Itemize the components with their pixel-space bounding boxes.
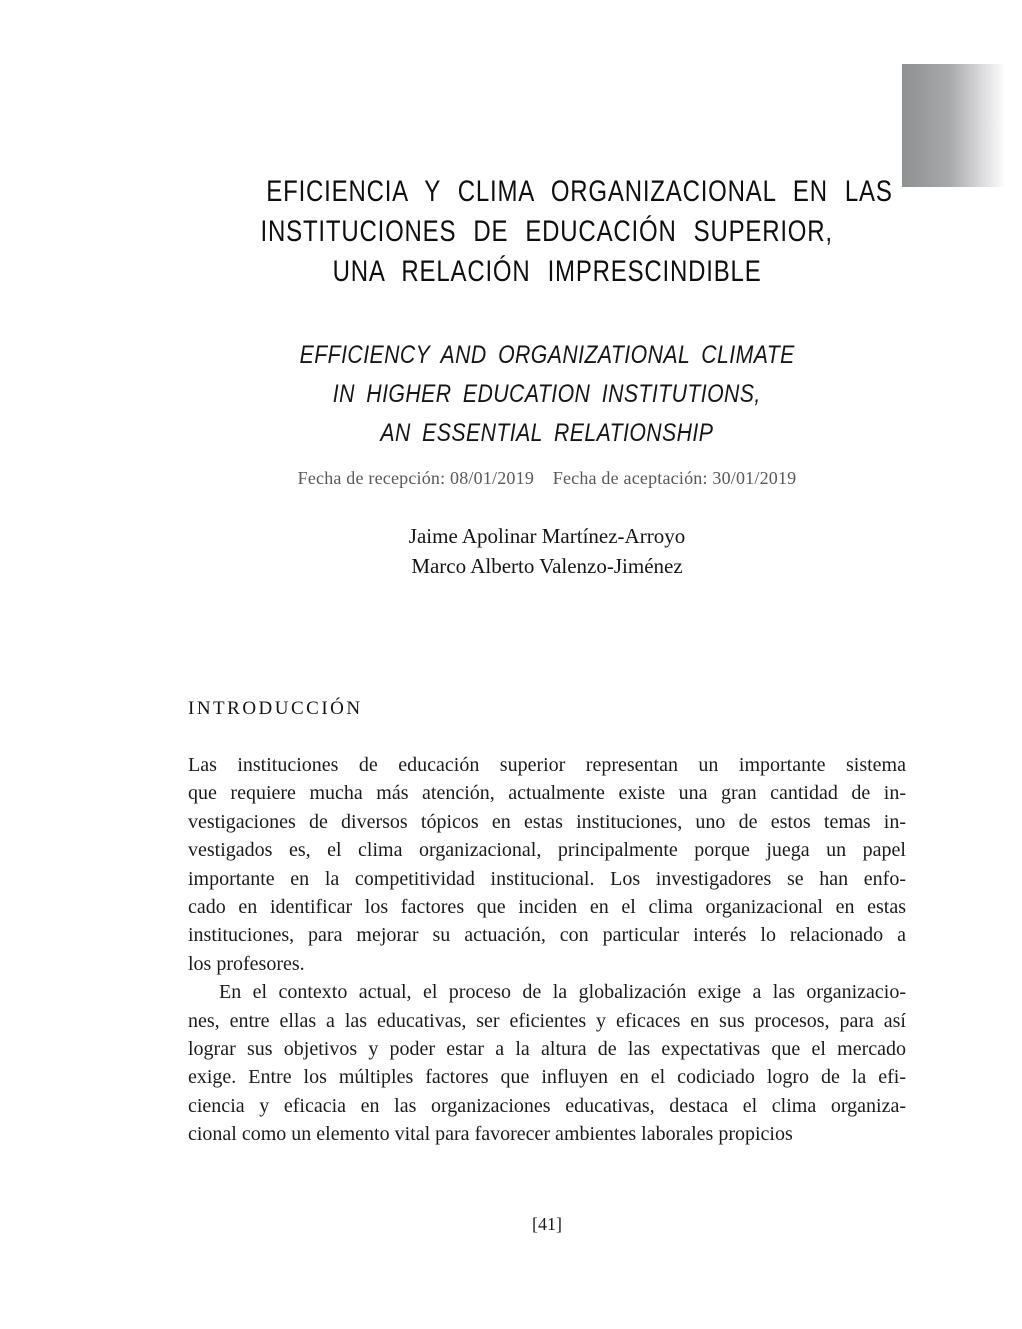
body-line: cional como un elemento vital para favorecer ambientes laborales propicios <box>188 1123 793 1146</box>
body-line: importante en la competitividad institucional. Los investigadores se han enfo- <box>188 867 906 890</box>
article-title <box>188 172 906 292</box>
title-line-text: INSTITUCIONES DE EDUCACIÓN SUPERIOR, <box>260 215 834 248</box>
dates-line <box>188 468 906 489</box>
subtitle-line <box>188 375 906 414</box>
acceptance-date: Fecha de aceptación: 30/01/2019 <box>552 468 797 488</box>
title-line <box>188 172 906 212</box>
introduction-body <box>188 751 906 1149</box>
author-name: Marco Alberto Valenzo-Jiménez <box>411 554 683 578</box>
body-line: los profesores. <box>188 952 305 975</box>
paragraph <box>188 978 906 1148</box>
subtitle-line <box>188 414 906 453</box>
body-line: vestigados es, el clima organizacional, principalmente porque juega un papel <box>188 839 906 862</box>
title-line <box>188 212 906 252</box>
body-line: cado en identificar los factores que inciden en el clima organizacional en estas <box>188 896 906 919</box>
body-line: nes, entre ellas a las educativas, ser eficientes y eficaces en sus procesos, para así <box>188 1009 906 1032</box>
author-name: Jaime Apolinar Martínez-Arroyo <box>408 524 686 548</box>
section-heading-introduccion: INTRODUCCIÓN <box>188 698 363 719</box>
title-line-text: EFICIENCIA Y CLIMA ORGANIZACIONAL EN LAS <box>266 175 893 208</box>
title-line <box>188 252 906 292</box>
body-line: vestigaciones de diversos tópicos en estas instituciones, uno de estos temas in- <box>188 810 906 833</box>
body-line: Las instituciones de educación superior representan un importante sistema <box>188 754 906 776</box>
page-number: [41] <box>532 1214 562 1234</box>
body-line: lograr sus objetivos y poder estar a la altura de las expectativas que el mercado <box>188 1038 906 1061</box>
body-line: que requiere mucha más atención, actualmente existe una gran cantidad de in- <box>188 782 906 805</box>
body-line: instituciones, para mejorar su actuación, con particular interés lo relacionado a <box>188 924 906 947</box>
body-line: En el contexto actual, el proceso de la globalización exige a las organizacio- <box>219 981 906 1004</box>
body-line: exige. Entre los múltiples factores que influyen en el codiciado logro de la efi- <box>188 1066 906 1089</box>
subtitle-line-text: IN HIGHER EDUCATION INSTITUTIONS, <box>333 380 761 408</box>
reception-date: Fecha de recepción: 08/01/2019 <box>297 468 535 488</box>
subtitle-line-text: AN ESSENTIAL RELATIONSHIP <box>380 419 714 447</box>
subtitle-line <box>188 336 906 375</box>
body-line: ciencia y eficacia en las organizaciones educativas, destaca el clima organiza- <box>188 1094 906 1117</box>
authors-block <box>188 521 906 581</box>
corner-gradient-decoration <box>902 64 1006 187</box>
article-subtitle <box>188 336 906 453</box>
paragraph <box>188 751 906 978</box>
title-line-text: UNA RELACIÓN IMPRESCINDIBLE <box>332 255 762 288</box>
subtitle-line-text: EFFICIENCY AND ORGANIZATIONAL CLIMATE <box>299 341 795 369</box>
